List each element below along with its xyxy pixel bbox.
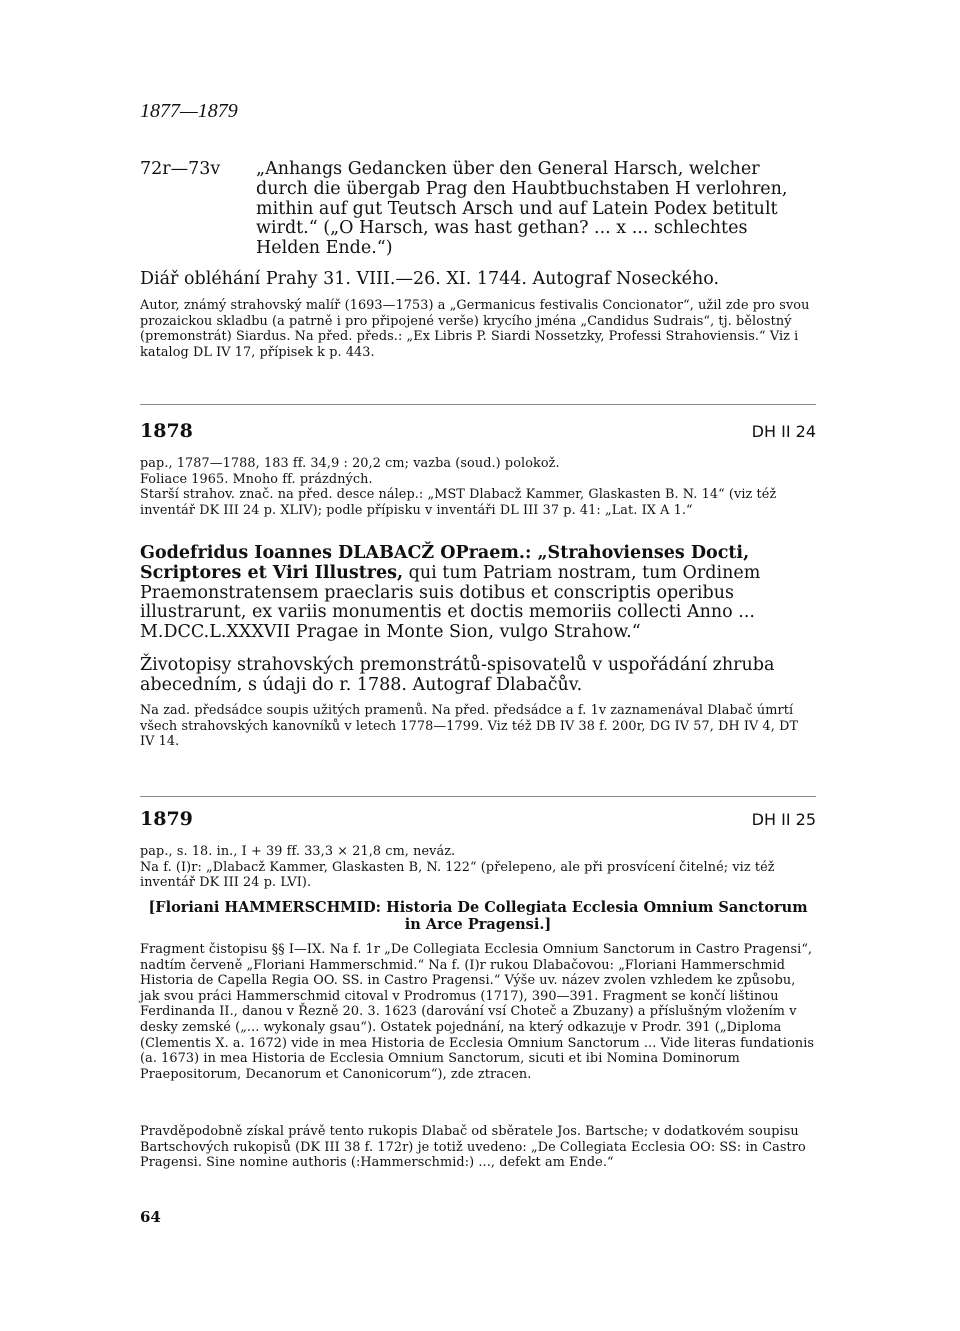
- entry-1878-header: [140, 420, 816, 442]
- physical-line: pap., 1787—1788, 183 ff. 34,9 : 20,2 cm; vazba (soud.) polokož.: [140, 456, 560, 471]
- entry-number: 1879: [140, 808, 193, 830]
- entry-1878-note: Na zad. předsádce soupis užitých pramenů. Na před. předsádce a f. 1v zaznamenával Dlabač úmrtí všech strahovských kanovníků v letech 1778—1799. Viz též DB IV 38 f. 200r, DG IV 57, DH IV 4, DT IV 14.: [140, 703, 799, 750]
- quote-text: „Anhangs Gedancken über den General Harsch, welcher durch die übergab Prag den Haubtbuchstaben H verlohren, mithin auf gut Teutsch Arsch und auf Latein Podex betitult wirdt.“ („O Harsch, was hast gethan? ... x ... schlechtes Helden Ende.“): [256, 159, 788, 259]
- entry-1879-physical: [140, 844, 816, 891]
- entry-1879-description: Fragment čistopisu §§ I—IX. Na f. 1r „De Collegiata Ecclesia Omnium Sanctorum in Castro Pragensi“, nadtím červeně „Floriani Hammerschmid.“ Na f. (I)r rukou Dlabačovou: „Floriani Hammerschmid Historia de Capella Regia OO. SS. in Castro Pragensi.“ Výše uv. název zvolen vzhledem ke způsobu, jak svou práci Hammerschmid citoval v Prodromus (1717), 390—391. Fragment se končí lištinou Ferdinanda II., danou v Řezně 20. 3. 1623 (darování vsí Choteč a Zbuzany) a příslušným vložením v desky zemské („... wykonaly gsau“). Ostatek pojednání, na který odkazuje v Prodr. 391 („Diploma (Clementis X. a. 1672) vide in mea Historia de Ecclesia Omnium Sanctorum ... Vide literas fundationis (a. 1673) in mea Historia de Ecclesia Omnium Sanctorum, sicuti et ibi Nomina Dominorum Praepositorum, Decanorum et Canonicorum“), zde ztracen.: [140, 942, 815, 1082]
- folio-range: 72r—73v: [140, 159, 221, 179]
- entry-1879-title: [Floriani HAMMERSCHMID: Historia De Collegiata Ecclesia Omnium Sanctorum in Arce Pragensi.]: [148, 899, 808, 933]
- shelfmark: DH II 25: [751, 810, 816, 829]
- title-author: Godefridus Ioannes DLABACŽ OPraem.: „Strahovienses Docti, Scriptores et Viri Illustres,: [140, 543, 750, 583]
- entry-1877-summary: Diář obléhání Prahy 31. VIII.—26. XI. 1744. Autograf Noseckého.: [140, 269, 720, 289]
- entry-1878-physical: [140, 456, 816, 518]
- entry-number: 1878: [140, 420, 193, 442]
- shelfmark: DH II 24: [751, 422, 816, 441]
- entry-1878-description: Životopisy strahovských premonstrátů-spisovatelů v uspořádání zhruba abecedním, s údaji do r. 1788. Autograf Dlabačův.: [140, 655, 775, 695]
- divider: [140, 404, 816, 405]
- entry-1878-title: [140, 544, 816, 643]
- running-head: 1877—1879: [140, 100, 238, 122]
- physical-line: Na f. (I)r: „Dlabacž Kammer, Glaskasten B, N. 122“ (přelepeno, ale při prosvícení čitelné; viz též inventář DK III 24 p. LVI).: [140, 859, 775, 891]
- page-number: 64: [140, 1208, 161, 1226]
- entry-1877-note: Autor, známý strahovský malíř (1693—1753) a „Germanicus festivalis Concionator“, užil zde pro svou prozaickou skladbu (a patrně i pro připojené verše) krycího jména „Candidus Sudrais“, tj. bělostný (premonstrát) Siardus. Na před. předs.: „Ex Libris P. Siardi Nossetzky, Professi Strahoviensis.“ Viz i katalog DL IV 17, přípisek k p. 443.: [140, 298, 810, 360]
- physical-line: Starší strahov. znač. na před. desce nálep.: „MST Dlabacž Kammer, Glaskasten B. N. 14“ (viz též inventář DK III 24 p. XLIV); podle přípisku v inventáři DL III 37 p. 41: „Lat. IX A 1.“: [140, 487, 777, 518]
- entry-1879-provenance: Pravděpodobně získal právě tento rukopis Dlabač od sběratele Jos. Bartsche; v dodatkovém soupisu Bartschových rukopisů (DK III 38 f. 172r) je totiž uvedeno: „De Collegiata Ecclesia OO: SS: in Castro Pragensi. Sine nomine authoris (:Hammerschmid:) ..., defekt am Ende.“: [140, 1124, 806, 1171]
- divider: [140, 796, 816, 797]
- physical-line: pap., s. 18. in., I + 39 ff. 33,3 × 21,8 cm, neváz.: [140, 844, 456, 859]
- title-rest: qui tum Patriam nostram, tum Ordinem Praemonstratensem praeclaris suis dotibus et conscriptis operibus illustrarunt, ex variis monumentis et doctis memoriis collecti Anno ... M.DCC.L.XXXVII Pragae in Monte Sion, vulgo Strahow.“: [140, 562, 761, 643]
- physical-line: Foliace 1965. Mnoho ff. prázdných.: [140, 471, 373, 487]
- entry-1877-quote: [140, 160, 816, 259]
- entry-1879-header: [140, 808, 816, 830]
